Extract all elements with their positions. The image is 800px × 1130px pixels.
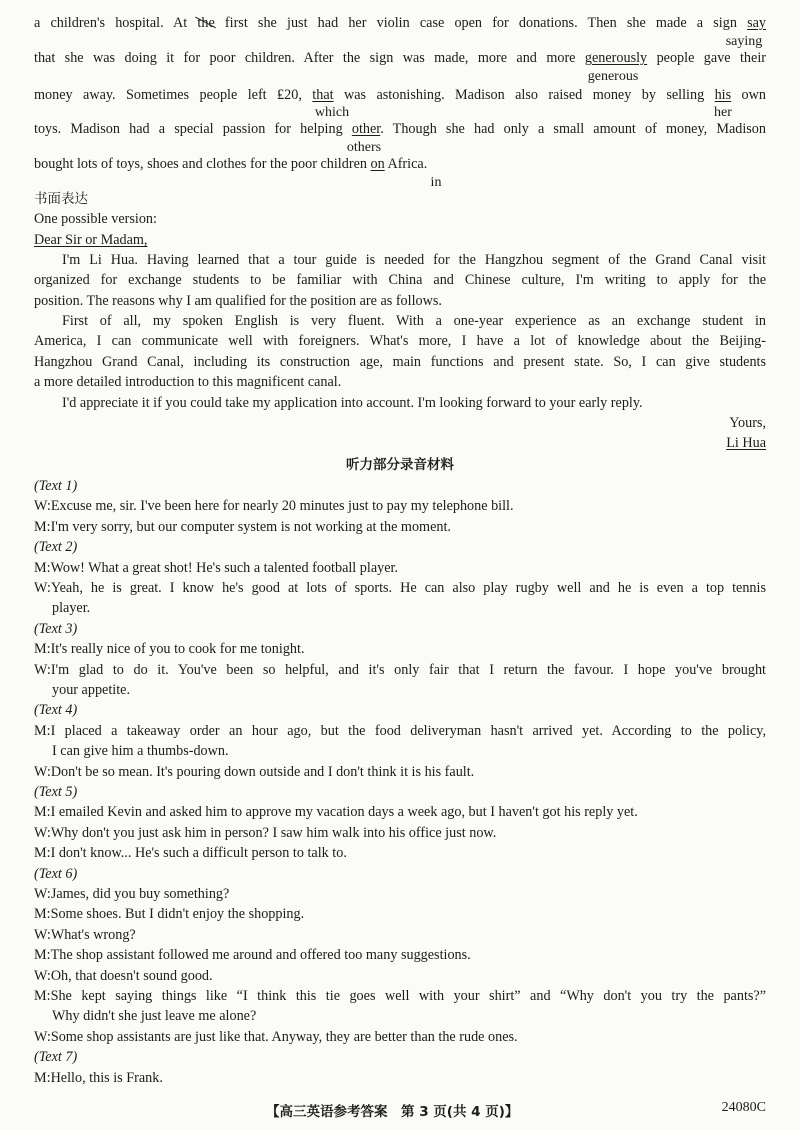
speaker-label: W: xyxy=(34,824,51,841)
dialogue-line xyxy=(34,497,766,515)
salutation-text: Dear Sir or Madam, xyxy=(34,232,148,248)
dialogue-line xyxy=(34,559,766,577)
dialogue-continuation: Why didn't she just leave me alone? xyxy=(52,1008,257,1025)
speaker-label: M: xyxy=(34,722,51,739)
correction-line-4 xyxy=(34,120,766,138)
paragraph-2-line: a more detailed introduction to this magnificent canal. xyxy=(34,374,342,390)
text-label: (Text 4) xyxy=(34,702,78,719)
speaker-label: M: xyxy=(34,988,51,1004)
dialogue-text: I don't know... He's such a difficult person to talk to. xyxy=(50,845,347,862)
speaker-label: W: xyxy=(34,926,51,943)
speaker-label: W: xyxy=(34,1028,51,1045)
speaker-label: M: xyxy=(34,906,51,923)
text-label: (Text 5) xyxy=(34,784,78,800)
dialogue-line xyxy=(34,926,766,944)
speaker-label: M: xyxy=(34,559,51,576)
dialogue-text: Some shop assistants are just like that. Anyway, they are better than the rude ones. xyxy=(50,1028,518,1045)
correction-text: own xyxy=(731,87,766,103)
text-label: (Text 3) xyxy=(34,620,78,637)
text-label: (Text 6) xyxy=(34,865,78,882)
dialogue-text: Yeah, he is great. I know he's good at lots of sports. He can also play rugby well and he is even a top tennis xyxy=(50,580,766,596)
correction-text: was astonishing. Madison also raised money by selling xyxy=(333,87,715,103)
text-label: (Text 1) xyxy=(34,478,78,494)
paragraph-3-line: I'd appreciate it if you could take my application into account. I'm looking forward to your early reply. xyxy=(62,395,643,411)
correction-text: toys. Madison had a special passion for helping xyxy=(34,121,352,137)
marked-word: that xyxy=(312,87,334,103)
correction-text: first she just had her violin case open for donations. Then she made a sign xyxy=(214,15,748,31)
speaker-label: W: xyxy=(34,661,51,678)
page-footer xyxy=(34,1100,766,1120)
marked-word: say xyxy=(747,15,767,31)
dialogue-line xyxy=(34,967,766,985)
dialogue-text: Some shoes. But I didn't enjoy the shopping. xyxy=(50,906,305,923)
correction-word: saying xyxy=(725,34,763,49)
dialogue-text: Don't be so mean. It's pouring down outside and I don't think it is his fault. xyxy=(50,763,475,780)
correction-text: bought lots of toys, shoes and clothes for the poor children xyxy=(34,156,371,172)
correction-text: Africa. xyxy=(384,156,428,172)
paragraph-1-line: position. The reasons why I am qualified for the position are as follows. xyxy=(34,293,442,309)
dialogue-line xyxy=(34,905,766,923)
dialogue-text: I placed a takeaway order an hour ago, but the food deliveryman hasn't arrived yet. According to the policy, xyxy=(50,722,766,739)
dialogue-line xyxy=(34,844,766,862)
signature-text: Li Hua xyxy=(726,435,766,451)
struck-word: the xyxy=(197,15,215,31)
possible-version-label: One possible version: xyxy=(34,211,157,227)
dialogue-line xyxy=(34,803,766,821)
dialogue-line xyxy=(34,722,766,740)
dialogue-line xyxy=(34,763,766,781)
dialogue-text: James, did you buy something? xyxy=(50,886,230,902)
dialogue-line xyxy=(34,946,766,964)
dialogue-line xyxy=(34,640,766,658)
dialogue-text: I'm very sorry, but our computer system is not working at the moment. xyxy=(50,518,451,535)
paragraph-1-line: organized for exchange students to be familiar with China and Chinese culture, I'm writing to apply for the xyxy=(34,272,766,288)
dialogue-continuation: player. xyxy=(52,600,91,617)
dialogue-text: Hello, this is Frank. xyxy=(50,1069,163,1086)
speaker-label: M: xyxy=(34,845,51,862)
speaker-label: M: xyxy=(34,1069,51,1086)
dialogue-line xyxy=(34,661,766,679)
dialogue-text: I emailed Kevin and asked him to approve my vacation days a week ago, but I haven't got his reply yet. xyxy=(50,804,638,821)
correction-word: generous xyxy=(587,69,639,84)
text-label: (Text 2) xyxy=(34,539,78,556)
correction-line-5 xyxy=(34,155,766,173)
correction-line-2 xyxy=(34,49,766,67)
correction-line-1 xyxy=(34,14,766,32)
dialogue-text: The shop assistant followed me around and offered too many suggestions. xyxy=(50,947,471,964)
footer-title: 【高三英语参考答案 第 3 页(共 4 页)】 xyxy=(266,1104,519,1120)
speaker-label: M: xyxy=(34,641,51,658)
salutation xyxy=(34,231,766,249)
correction-text: a children's hospital. At xyxy=(34,15,198,31)
speaker-label: M: xyxy=(34,518,51,535)
speaker-label: M: xyxy=(34,804,51,821)
correction-line-3 xyxy=(34,86,766,104)
dialogue-line xyxy=(34,518,766,536)
writing-heading: 书面表达 xyxy=(34,191,88,207)
text-label: (Text 7) xyxy=(34,1049,78,1066)
dialogue-line xyxy=(34,1069,766,1087)
marked-word: other xyxy=(351,121,381,137)
dialogue-text: What's wrong? xyxy=(50,926,136,943)
listening-title: 听力部分录音材料 xyxy=(346,457,454,473)
speaker-label: W: xyxy=(34,763,51,780)
paragraph-1-line: I'm Li Hua. Having learned that a tour guide is needed for the Hangzhou segment of the Grand Canal visit xyxy=(62,252,766,268)
dialogue-continuation: your appetite. xyxy=(52,682,131,698)
dialogue-text: Wow! What a great shot! He's such a talented football player. xyxy=(50,559,399,576)
dialogue-text: It's really nice of you to cook for me tonight. xyxy=(50,641,305,658)
paragraph-2-line: Hangzhou Grand Canal, including its construction age, main functions and present state. So, I can give students xyxy=(34,354,766,370)
dialogue-text: Oh, that doesn't sound good. xyxy=(50,967,213,984)
dialogue-line xyxy=(34,987,766,1005)
speaker-label: W: xyxy=(34,886,51,902)
dialogue-continuation: I can give him a thumbs-down. xyxy=(52,743,229,760)
dialogue-text: Excuse me, sir. I've been here for nearly 20 minutes just to pay my telephone bill. xyxy=(50,498,514,515)
dialogue-line xyxy=(34,1028,766,1046)
dialogue-line xyxy=(34,579,766,597)
correction-word: others xyxy=(346,140,382,155)
dialogue-text: Why don't you just ask him in person? I saw him walk into his office just now. xyxy=(50,824,497,841)
closing: Yours, xyxy=(729,415,766,431)
paragraph-2-line: America, I can communicate well with foreigners. What's more, I have a lot of knowledge about the Beijing- xyxy=(34,333,766,349)
marked-word: on xyxy=(370,156,385,172)
signature xyxy=(34,434,766,452)
dialogue-line xyxy=(34,885,766,903)
correction-text: . Though she had only a small amount of money, Madison xyxy=(380,121,766,137)
dialogue-line xyxy=(34,824,766,842)
correction-text: people gave their xyxy=(647,50,766,66)
marked-word: generously xyxy=(584,50,648,66)
correction-word: which xyxy=(314,105,350,120)
speaker-label: M: xyxy=(34,947,51,964)
correction-text: that she was doing it for poor children. After the sign was made, more and more xyxy=(34,50,585,66)
paragraph-2-line: First of all, my spoken English is very fluent. With a one-year experience as an exchange student in xyxy=(62,313,766,329)
speaker-label: W: xyxy=(34,967,51,984)
footer-code: 24080C xyxy=(721,1100,766,1115)
marked-word: his xyxy=(714,87,732,103)
correction-word: her xyxy=(714,105,732,120)
speaker-label: W: xyxy=(34,498,51,515)
correction-text: money away. Sometimes people left ₤20, xyxy=(34,87,313,103)
speaker-label: W: xyxy=(34,580,51,596)
correction-word: in xyxy=(430,175,442,190)
dialogue-text: I'm glad to do it. You've been so helpful, and it's only fair that I return the favour. I hope you've brought xyxy=(50,661,766,678)
dialogue-text: She kept saying things like “I think this tie goes well with your shirt” and “Why don't you try the pants?” xyxy=(50,988,766,1004)
